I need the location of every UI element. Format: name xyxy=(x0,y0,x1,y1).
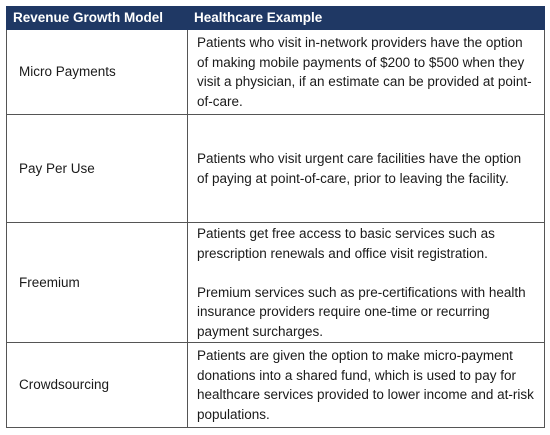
revenue-model-table xyxy=(6,6,545,428)
example-paragraph: Patients are given the option to make micro-payment donations into a shared fund, which is used to pay for healthcare services provided to lower income and at-risk populations. xyxy=(197,348,534,422)
model-name: Micro Payments xyxy=(7,30,188,115)
table-row xyxy=(7,30,545,115)
example-cell xyxy=(188,30,545,115)
header-healthcare-example: Healthcare Example xyxy=(188,7,545,30)
model-name: Pay Per Use xyxy=(7,115,188,223)
example-paragraph: Patients get free access to basic services such as prescription renewals and office visit registration. xyxy=(197,226,495,261)
model-name: Crowdsourcing xyxy=(7,343,188,428)
example-paragraph: Premium services such as pre-certifications with health insurance providers require one-time or recurring payment surcharges. xyxy=(197,284,526,339)
header-revenue-growth-model: Revenue Growth Model xyxy=(7,7,188,30)
example-paragraph: Patients who visit urgent care facilities have the option of paying at point-of-care, prior to leaving the facility. xyxy=(197,151,522,186)
table-header-row xyxy=(7,7,545,30)
table-row xyxy=(7,115,545,223)
example-cell xyxy=(188,115,545,223)
model-name: Freemium xyxy=(7,223,188,343)
example-paragraph: Patients who visit in-network providers have the option of making mobile payments of $200 to $500 when they visit a physician, if an estimate can be provided at point-of-care. xyxy=(197,35,532,109)
example-cell xyxy=(188,223,545,343)
table-row xyxy=(7,223,545,343)
table-row xyxy=(7,343,545,428)
example-cell xyxy=(188,343,545,428)
